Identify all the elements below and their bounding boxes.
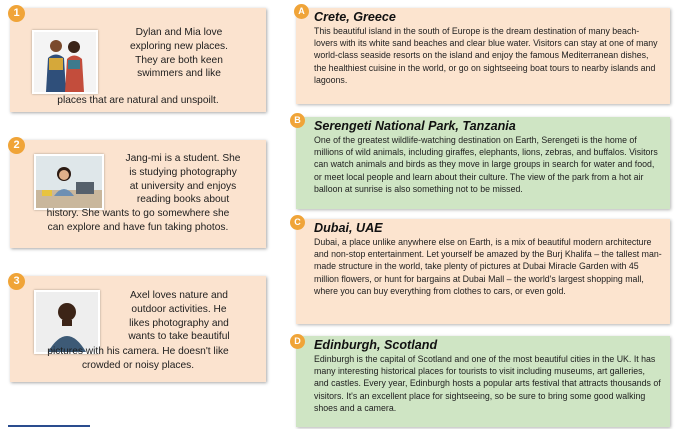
person-description-cont: pictures with his camera. He doesn't like crowded or noisy places. xyxy=(47,346,229,371)
destination-title: Dubai, UAE xyxy=(314,221,383,235)
destination-title: Crete, Greece xyxy=(314,10,396,24)
couple-photo-icon xyxy=(32,30,98,94)
person-card-3 xyxy=(10,276,266,382)
destination-title: Edinburgh, Scotland xyxy=(314,338,438,352)
destination-card-b xyxy=(296,117,670,209)
destination-card-c xyxy=(296,219,670,324)
destination-letter-badge: B xyxy=(290,113,305,128)
destination-card-a xyxy=(296,8,670,104)
student-photo-icon xyxy=(34,154,104,210)
destination-title: Serengeti National Park, Tanzania xyxy=(314,119,516,133)
person-number-badge: 3 xyxy=(8,273,25,290)
destination-letter-badge: D xyxy=(290,334,305,349)
person-description: Jang-mi is a student. She is studying photography at university and enjoys reading books about xyxy=(125,153,241,206)
destination-card-d xyxy=(296,336,670,427)
destination-description: One of the greatest wildlife-watching destination on Earth, Serengeti is the home of millions of wild animals, including giraffes, elephants, lions, zebras, and buffalos. Visitors can watch animals and birds as they move in large groups in search for water and food, or meet local people and learn about their culture. The view of the park from a hot air balloon at sunrise is also something not to be missed. xyxy=(314,135,658,194)
destination-letter-badge: C xyxy=(290,215,305,230)
person-description-cont: places that are natural and unspoilt. xyxy=(57,95,219,106)
destination-description: Dubai, a place unlike anywhere else on Earth, is a mix of beautiful modern architecture and non-stop entertainment. Let yourself be amazed by the Burj Khalifa – the tallest man-made structure in the world, take plenty of pictures at Dubai Miracle Garden with 45 million flowers, or hunt for bargains at Dubai Mall – the world's largest shopping mall, where you can buy everything from clothes to cars, or even gold. xyxy=(314,237,662,296)
person-card-2 xyxy=(10,140,266,248)
destination-description: Edinburgh is the capital of Scotland and one of the most beautiful cities in the UK. It has many interesting historical places for tourists to visit including museums, art galleries, and castles. Every year, Edinburgh hosts a popular arts festival that attracts thousands of visitors. It's an excellent place for sightseeing, so be sure to bring some good walking shoes and a camera. xyxy=(314,354,661,413)
page-rule-divider xyxy=(8,425,90,427)
person-number-badge: 2 xyxy=(8,137,25,154)
destination-letter-badge: A xyxy=(294,4,309,19)
person-description-cont: history. She wants to go somewhere she can explore and have fun taking photos. xyxy=(46,208,230,233)
person-number-badge: 1 xyxy=(8,5,25,22)
destination-description: This beautiful island in the south of Europe is the dream destination of many beach-lovers with its white sand beaches and clear blue water. Visitors can stay at one of many world-class seaside resorts on the island and enjoy the famous Mediterranean dishes, the healthiest cuisine in the world, or go on sightseeing boat tours to nearby islands and lagoons. xyxy=(314,26,658,85)
person-description: Axel loves nature and outdoor activities. He likes photography and wants to take beautiful xyxy=(128,290,230,343)
person-description: Dylan and Mia love exploring new places. They are both keen swimmers and like xyxy=(130,27,228,80)
person-card-1 xyxy=(10,8,266,112)
